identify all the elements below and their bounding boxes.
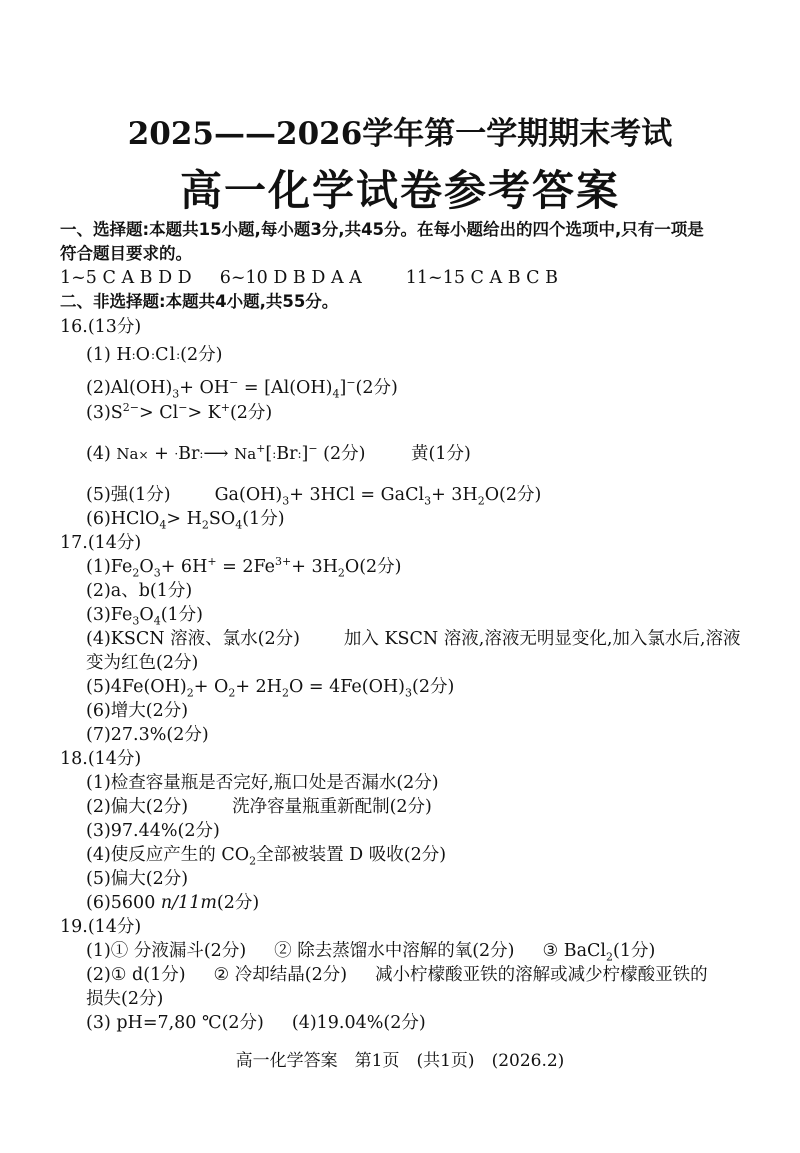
- flame-color: 黄(1分): [411, 444, 471, 464]
- choice-answers: [60, 267, 558, 289]
- q17-part2: (2)a、b(1分): [86, 581, 193, 601]
- q19-head: 19.(14分): [60, 917, 142, 937]
- lewis-bromine: Br: [178, 444, 200, 464]
- q18-part4: (4)使反应产生的 $CO_2$全部被装置 D 吸收(2分): [86, 845, 447, 868]
- q17-part4: (4)KSCN 溶液、氯水(2分) 加入 KSCN 溶液,溶液无明显变化,加入氯水后,溶液: [86, 629, 741, 649]
- q17-part5: $(5)4Fe(OH)_2+ O_2+ 2H_2O = 4Fe(OH)_3(2$分): [86, 677, 455, 700]
- page-footer: 高一化学答案 第1页 (共1页) (2026.2): [235, 1051, 565, 1071]
- answers-6-10: 6~10 D B D A A: [219, 268, 362, 288]
- section1-heading-cont: 符合题目要求的。: [60, 244, 192, 263]
- answers-11-15: 11~15 C A B C B: [405, 268, 558, 288]
- q19-part2-cont: 损失(2分): [86, 989, 164, 1009]
- q16-part1: (1) H:O:Cl:(2分): [86, 345, 223, 365]
- q16-head: 16.(13分): [60, 317, 142, 337]
- lewis-oxygen: O: [135, 345, 152, 365]
- q17-part4-cont: 变为红色(2分): [86, 653, 199, 673]
- q18-part2: (2)偏大(2分) 洗净容量瓶重新配制(2分): [86, 797, 432, 817]
- q16-part3: $(3)S^{2-}> Cl^-> K^+(2$分): [86, 401, 273, 423]
- q17-part3: $(3)Fe_3O_4(1$分): [86, 605, 203, 628]
- q17-head: 17.(14分): [60, 533, 142, 553]
- q16-part5: (5)强(1分) $Ga(OH)_3+ 3HCl$ = GaCl$_3$+ $3H_2O(2$分): [86, 485, 542, 508]
- q18-head: 18.(14分): [60, 749, 142, 769]
- q19-part2: (2)① d(1分) ② 冷却结晶(2分) 减小柠檬酸亚铁的溶解或减少柠檬酸亚铁的: [86, 965, 708, 985]
- section1-heading: 一、选择题:本题共15小题,每小题3分,共45分。在每小题给出的四个选项中,只有一项是: [60, 220, 704, 239]
- q18-part5: (5)偏大(2分): [86, 869, 189, 889]
- section2-heading: 二、非选择题:本题共4小题,共55分。: [60, 292, 339, 311]
- q16-part4: (4) Na× + ·Br:⟶ Na+[:Br:]− (2分) 黄(1分): [86, 442, 471, 464]
- q17-part6: (6)增大(2分): [86, 701, 189, 721]
- q18-part1: (1)检查容量瓶是否完好,瓶口处是否漏水(2分): [86, 773, 439, 793]
- exam-title: 2025——2026学年第一学期期末考试: [127, 116, 673, 152]
- lewis-chlorine: Cl: [155, 345, 177, 365]
- q19-part1: (1)① 分液漏斗(2分) ② 除去蒸馏水中溶解的氧(2分) ③ BaCl$_2$(1分): [86, 941, 656, 964]
- q17-part7: (7)27.3%(2分): [86, 725, 209, 745]
- answers-1-5: 1~5 C A B D D: [60, 268, 192, 288]
- q19-part3-4: (3) pH=7,80 ℃(2分) (4)19.04%(2分): [86, 1013, 426, 1033]
- q16-part6: (6)HClO$_4$> $H_2SO_4(1$分): [86, 509, 285, 532]
- q16-part2: $(2)Al(OH)_3+ OH^- = [Al(OH)_4]^-(2$分): [86, 376, 398, 401]
- q18-part3: (3)97.44%(2分): [86, 821, 220, 841]
- q17-part1: $(1)Fe_2O_3+ 6H^+ = 2Fe^{3+}+ 3H_2O(2$分): [86, 555, 402, 580]
- page-title: 高一化学试卷参考答案: [179, 166, 620, 215]
- q18-part6: (6)5600 n/11m(2分): [86, 893, 260, 913]
